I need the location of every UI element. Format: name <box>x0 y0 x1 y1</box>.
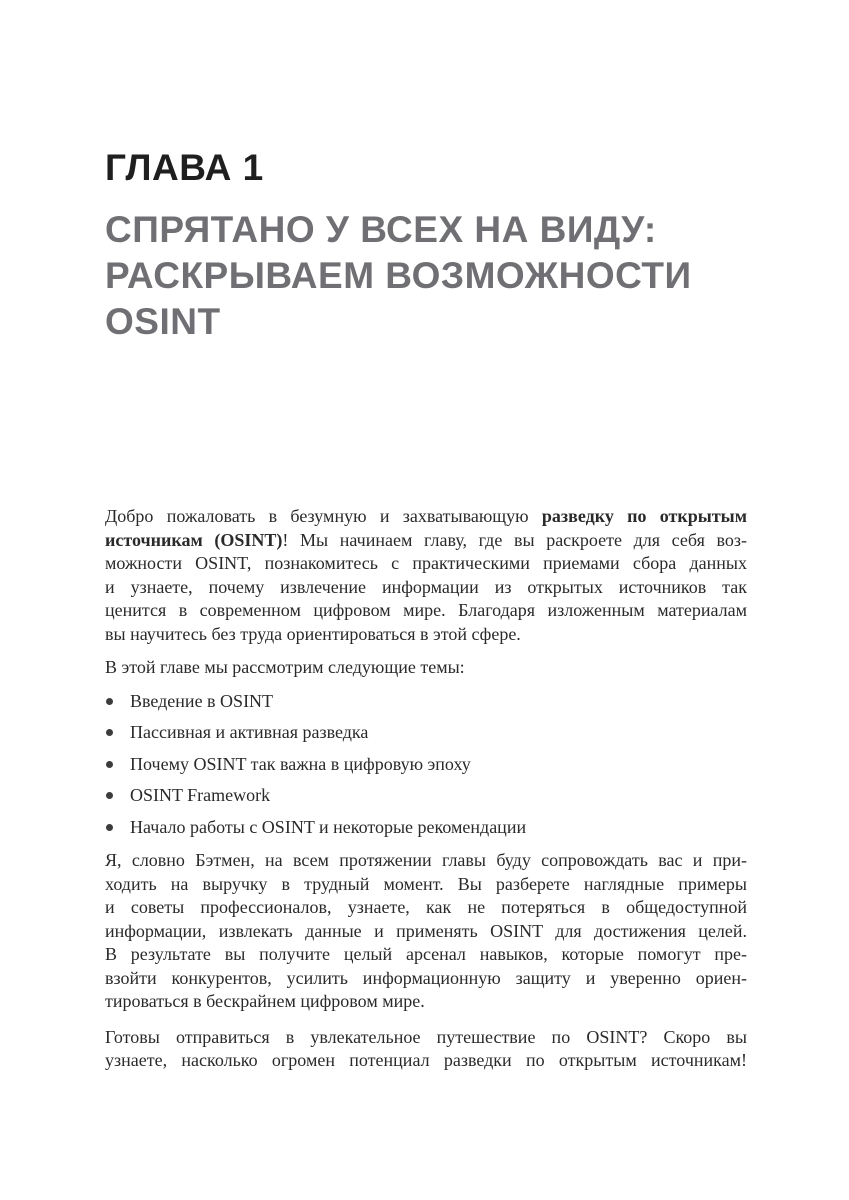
text-line <box>105 529 747 553</box>
text-line: можности OSINT, познакомитесь с практическими приемами сбора данных <box>105 553 747 573</box>
text-line: Готовы отправиться в увлекательное путешествие по OSINT? Скоро вы <box>105 1026 747 1047</box>
text-line: В результате вы получите целый арсенал навыков, которые помогут пре- <box>105 944 747 964</box>
paragraph-welcome <box>105 505 747 646</box>
list-item-label: Пассивная и активная разведка <box>130 722 369 742</box>
bold-text-segment: источникам (OSINT) <box>105 529 283 550</box>
text-line: и узнаете, почему извлечение информации из открытых источников так <box>105 576 747 597</box>
bullet-icon <box>106 761 113 768</box>
chapter-number-heading: ГЛАВА 1 <box>105 147 264 188</box>
text-line <box>105 505 747 529</box>
bullet-icon <box>106 792 113 799</box>
list-item-label: OSINT Framework <box>130 785 271 805</box>
list-item <box>105 721 747 745</box>
list-item-label: Почему OSINT так важна в цифровую эпоху <box>130 753 471 774</box>
text-segment: ! Мы начинаем главу, где вы раскроете для себя воз- <box>282 529 747 550</box>
list-item-label: Введение в OSINT <box>130 690 274 711</box>
bullet-icon <box>106 698 113 705</box>
text-line: информации, извлекать данные и применять OSINT для достижения целей. <box>105 920 747 941</box>
paragraph-closing <box>105 1026 747 1073</box>
chapter-title-line: СПРЯТАНО У ВСЕХ НА ВИДУ: <box>105 209 657 250</box>
list-intro-paragraph <box>105 656 747 680</box>
text-segment: Добро пожаловать в безумную и захватывающую <box>105 506 529 526</box>
list-item <box>105 784 747 808</box>
text-line: ценится в современном цифровом мире. Благодаря изложенным материалам <box>105 600 747 620</box>
bullet-icon <box>106 824 113 831</box>
text-line: и советы профессионалов, узнаете, как не потеряться в общедоступной <box>105 897 747 917</box>
list-item <box>105 753 747 777</box>
text-line: ходить на выручку в трудный момент. Вы разберете наглядные примеры <box>105 873 747 894</box>
chapter-title-line: OSINT <box>105 301 221 342</box>
list-item <box>105 690 747 714</box>
text-line: Я, словно Бэтмен, на всем протяжении главы буду сопровождать вас и при- <box>105 850 747 870</box>
chapter-title-heading <box>105 207 747 345</box>
text-line: взойти конкурентов, усилить информационную защиту и уверенно ориен- <box>105 967 747 988</box>
paragraph-batman <box>105 849 747 1014</box>
text-line: В этой главе мы рассмотрим следующие темы: <box>105 657 465 677</box>
text-line: вы научитесь без труда ориентироваться в этой сфере. <box>105 623 521 644</box>
chapter-title-line: РАСКРЫВАЕМ ВОЗМОЖНОСТИ <box>105 255 692 296</box>
chapter-topics-list <box>105 690 747 840</box>
text-line: узнаете, насколько огромен потенциал разведки по открытым источникам! <box>105 1050 747 1070</box>
bullet-icon <box>106 729 113 736</box>
page-content <box>105 0 747 1073</box>
bold-text-segment: разведку по открытым <box>541 506 747 526</box>
text-line: тироваться в бескрайнем цифровом мире. <box>105 991 425 1011</box>
list-item-label: Начало работы с OSINT и некоторые рекомендации <box>130 816 527 837</box>
list-item <box>105 816 747 840</box>
